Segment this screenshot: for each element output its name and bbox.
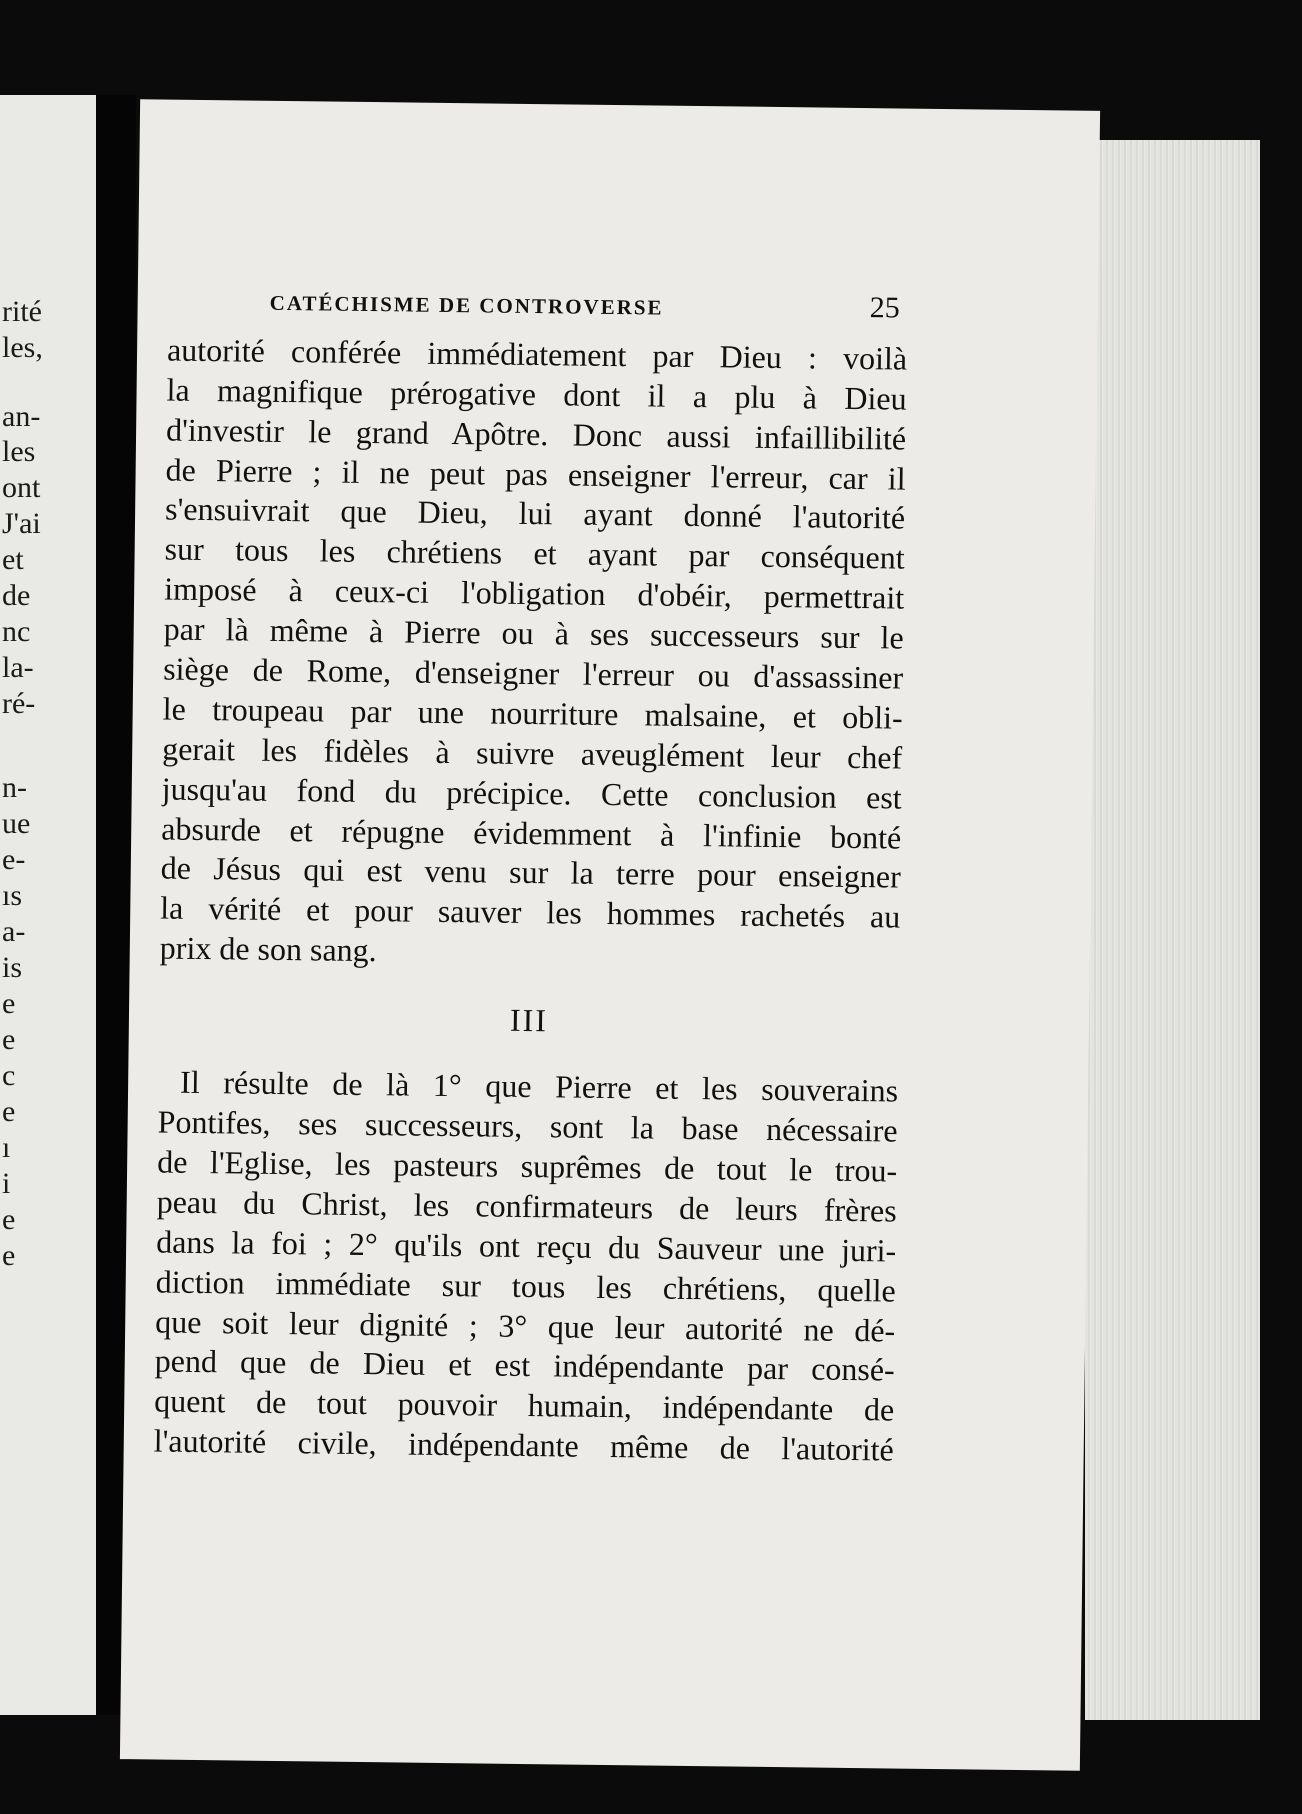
left-page-line: la- <box>2 651 34 684</box>
text-line: jusqu'au fond du précipice. Cette conclusion est <box>161 770 902 816</box>
text-line: de Pierre ; il ne peut pas enseigner l'erreur, car il <box>165 451 906 497</box>
left-page-line: e <box>2 1203 16 1236</box>
left-page-line: e- <box>2 843 26 876</box>
text-line: pend que de Dieu et est indépendante par consé- <box>154 1342 895 1388</box>
text-line: dans la foi ; 2° qu'ils ont reçu du Sauveur une juri- <box>156 1223 897 1269</box>
left-page-line: a- <box>2 915 26 948</box>
left-page-line: c <box>2 1059 16 1092</box>
text-line: quent de tout pouvoir humain, indépendante de <box>154 1382 895 1428</box>
left-page-line: ont <box>2 471 41 504</box>
text-line: de l'Eglise, les pasteurs suprêmes de tout le trou- <box>156 1143 898 1189</box>
text-line: gerait les fidèles à suivre aveuglément leur chef <box>162 730 903 776</box>
text-line: Il résulte de là 1° que Pierre et les souverains <box>179 1063 899 1109</box>
left-page-fragment <box>0 95 96 1715</box>
left-page-line: i <box>2 1167 11 1200</box>
left-page-line: is <box>2 951 23 984</box>
left-page-line: de <box>2 579 31 612</box>
text-line: la magnifique prérogative dont il a plu à Dieu <box>166 371 907 417</box>
left-page-line: rité <box>2 295 42 328</box>
text-line: prix de son sang. <box>159 929 377 969</box>
page-content <box>154 280 908 1471</box>
text-line: l'autorité civile, indépendante même de l'autorité <box>153 1422 894 1468</box>
text-line: autorité conférée immédiatement par Dieu : voilà <box>166 331 908 377</box>
text-line: siège de Rome, d'enseigner l'erreur ou d'assassiner <box>163 650 904 696</box>
text-line: la vérité et pour sauver les hommes rachetés au <box>160 889 901 935</box>
running-title: CATÉCHISME DE CONTROVERSE <box>269 290 664 320</box>
text-line: sur tous les chrétiens et ayant par conséquent <box>164 530 905 576</box>
left-page-line: ı <box>2 1131 11 1164</box>
left-page-line: les, <box>2 331 43 364</box>
left-page-line: nc <box>2 615 31 648</box>
left-page-line: an- <box>2 400 41 433</box>
page-number: 25 <box>869 291 900 325</box>
paragraph-1 <box>160 330 908 977</box>
left-page-line: e <box>2 1023 16 1056</box>
text-line: par là même à Pierre ou à ses successeurs sur le <box>163 610 904 656</box>
page-edges <box>1085 140 1260 1720</box>
left-page-line: J'ai <box>2 507 41 540</box>
text-line: absurde et répugne évidemment à l'infinie bonté <box>161 810 902 856</box>
left-page-line: e <box>2 1095 16 1128</box>
text-line: le troupeau par une nourriture malsaine, et obli- <box>162 690 903 736</box>
left-page-line: ıs <box>2 879 23 912</box>
left-page-line: e <box>2 1239 16 1272</box>
text-line: de Jésus qui est venu sur la terre pour enseigner <box>160 849 901 896</box>
book-page <box>120 99 1100 1771</box>
left-page-line: e <box>2 987 16 1020</box>
running-head <box>269 281 899 332</box>
left-page-line: ré- <box>2 687 36 720</box>
text-line: imposé à ceux-ci l'obligation d'obéir, permettrait <box>163 570 905 616</box>
section-heading: III <box>509 1001 549 1039</box>
text-line: d'investir le grand Apôtre. Donc aussi infaillibilité <box>165 411 907 457</box>
text-line: peau du Christ, les confirmateurs de leurs frères <box>156 1183 897 1229</box>
text-line: que soit leur dignité ; 3° que leur autorité ne dé- <box>155 1302 896 1349</box>
text-line: diction immédiate sur tous les chrétiens, quelle <box>155 1263 896 1309</box>
left-page-line: ue <box>2 807 31 840</box>
left-page-line: et <box>2 543 24 576</box>
left-page-line: n- <box>2 771 27 804</box>
left-page-line: les <box>2 435 36 468</box>
paragraph-2 <box>154 1063 899 1471</box>
text-line: s'ensuivrait que Dieu, lui ayant donné l'autorité <box>164 491 906 537</box>
text-line: Pontifes, ses successeurs, sont la base nécessaire <box>157 1103 898 1149</box>
